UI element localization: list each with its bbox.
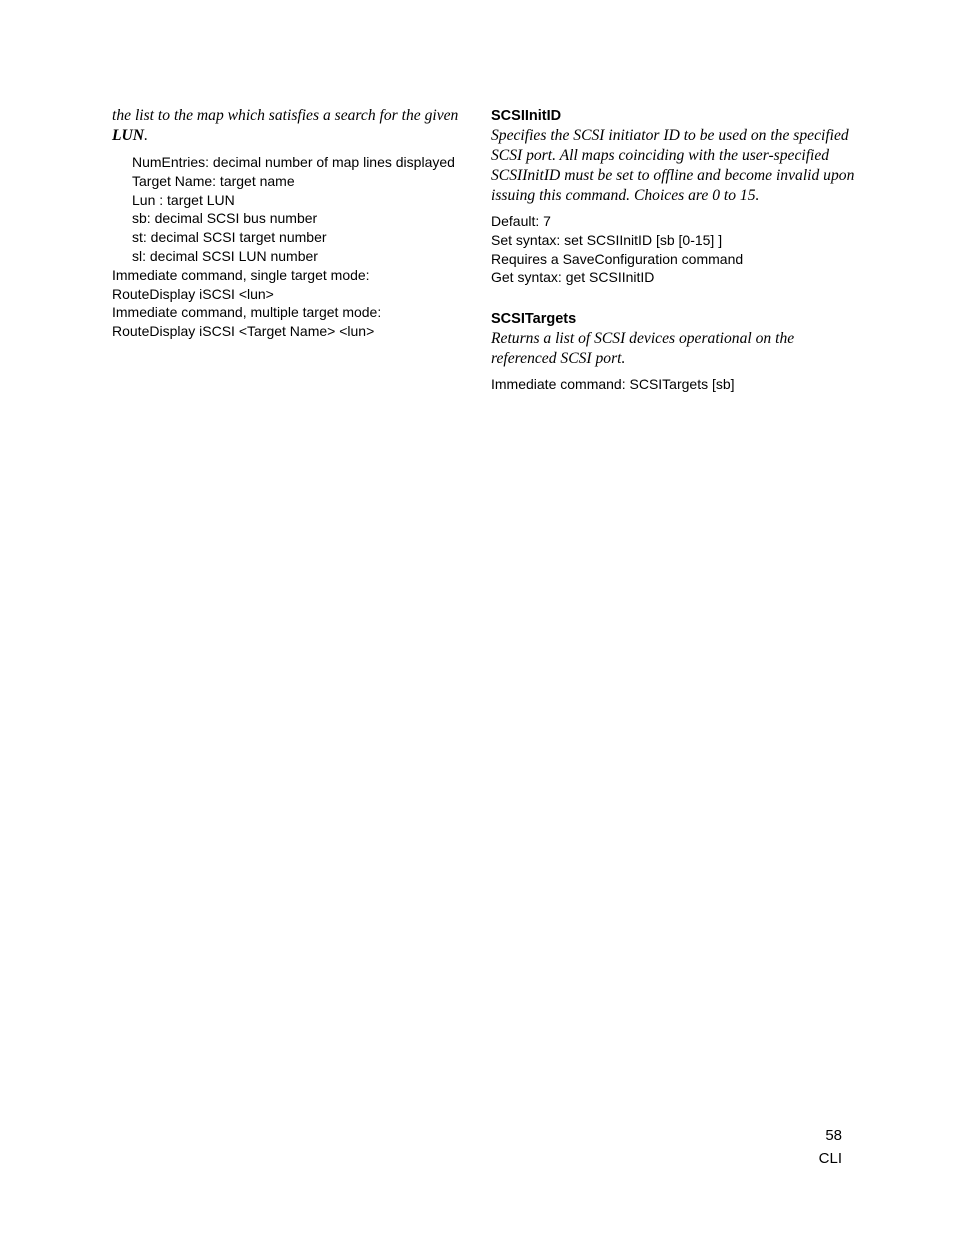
section-description: Specifies the SCSI initiator ID to be used on the specified SCSI port. All maps coinciding with the user-specified SCSIInitID must be set to offline and become invalid upon issuing this command. Choices are 0 to 15.	[491, 127, 855, 204]
param-item: sb: decimal SCSI bus number	[132, 210, 318, 227]
command-line: Immediate command, single target mode:	[112, 266, 370, 283]
param-item: Lun : target LUN	[132, 191, 235, 208]
param-item: st: decimal SCSI target number	[132, 229, 327, 246]
detail-line: Get syntax: get SCSIInitID	[491, 269, 655, 286]
parameter-list	[112, 153, 462, 266]
command-list	[112, 266, 462, 341]
section-scsitargets	[491, 309, 851, 394]
left-column	[112, 106, 462, 341]
detail-line: Set syntax: set SCSIInitID [sb [0-15] ]	[491, 231, 723, 248]
command-line: Immediate command, multiple target mode:	[112, 304, 382, 321]
detail-line: Immediate command: SCSITargets [sb]	[491, 376, 735, 393]
page-number: 58	[825, 1127, 842, 1144]
section-scsiinitid	[491, 106, 855, 287]
command-line: RouteDisplay iSCSI <Target Name> <lun>	[112, 323, 375, 340]
param-item: NumEntries: decimal number of map lines displayed	[132, 154, 455, 170]
section-description: Returns a list of SCSI devices operational on the referenced SCSI port.	[491, 330, 795, 368]
command-line: RouteDisplay iSCSI <lun>	[112, 285, 274, 302]
page-footer	[819, 1124, 842, 1170]
intro-line: the list to the map which satisfies a search for the given	[112, 107, 459, 124]
section-label: CLI	[818, 1150, 842, 1167]
right-column	[491, 106, 855, 394]
intro-lun: LUN	[112, 127, 145, 144]
detail-line: Default: 7	[491, 213, 551, 229]
section-heading: SCSITargets	[491, 311, 577, 328]
section-details	[491, 375, 851, 394]
param-item: Target Name: target name	[132, 172, 295, 189]
intro-period: .	[144, 127, 148, 144]
param-item: sl: decimal SCSI LUN number	[132, 247, 318, 264]
detail-line: Requires a SaveConfiguration command	[491, 250, 744, 267]
section-details	[491, 212, 851, 287]
section-heading: SCSIInitID	[491, 108, 562, 124]
intro-text	[112, 106, 462, 146]
